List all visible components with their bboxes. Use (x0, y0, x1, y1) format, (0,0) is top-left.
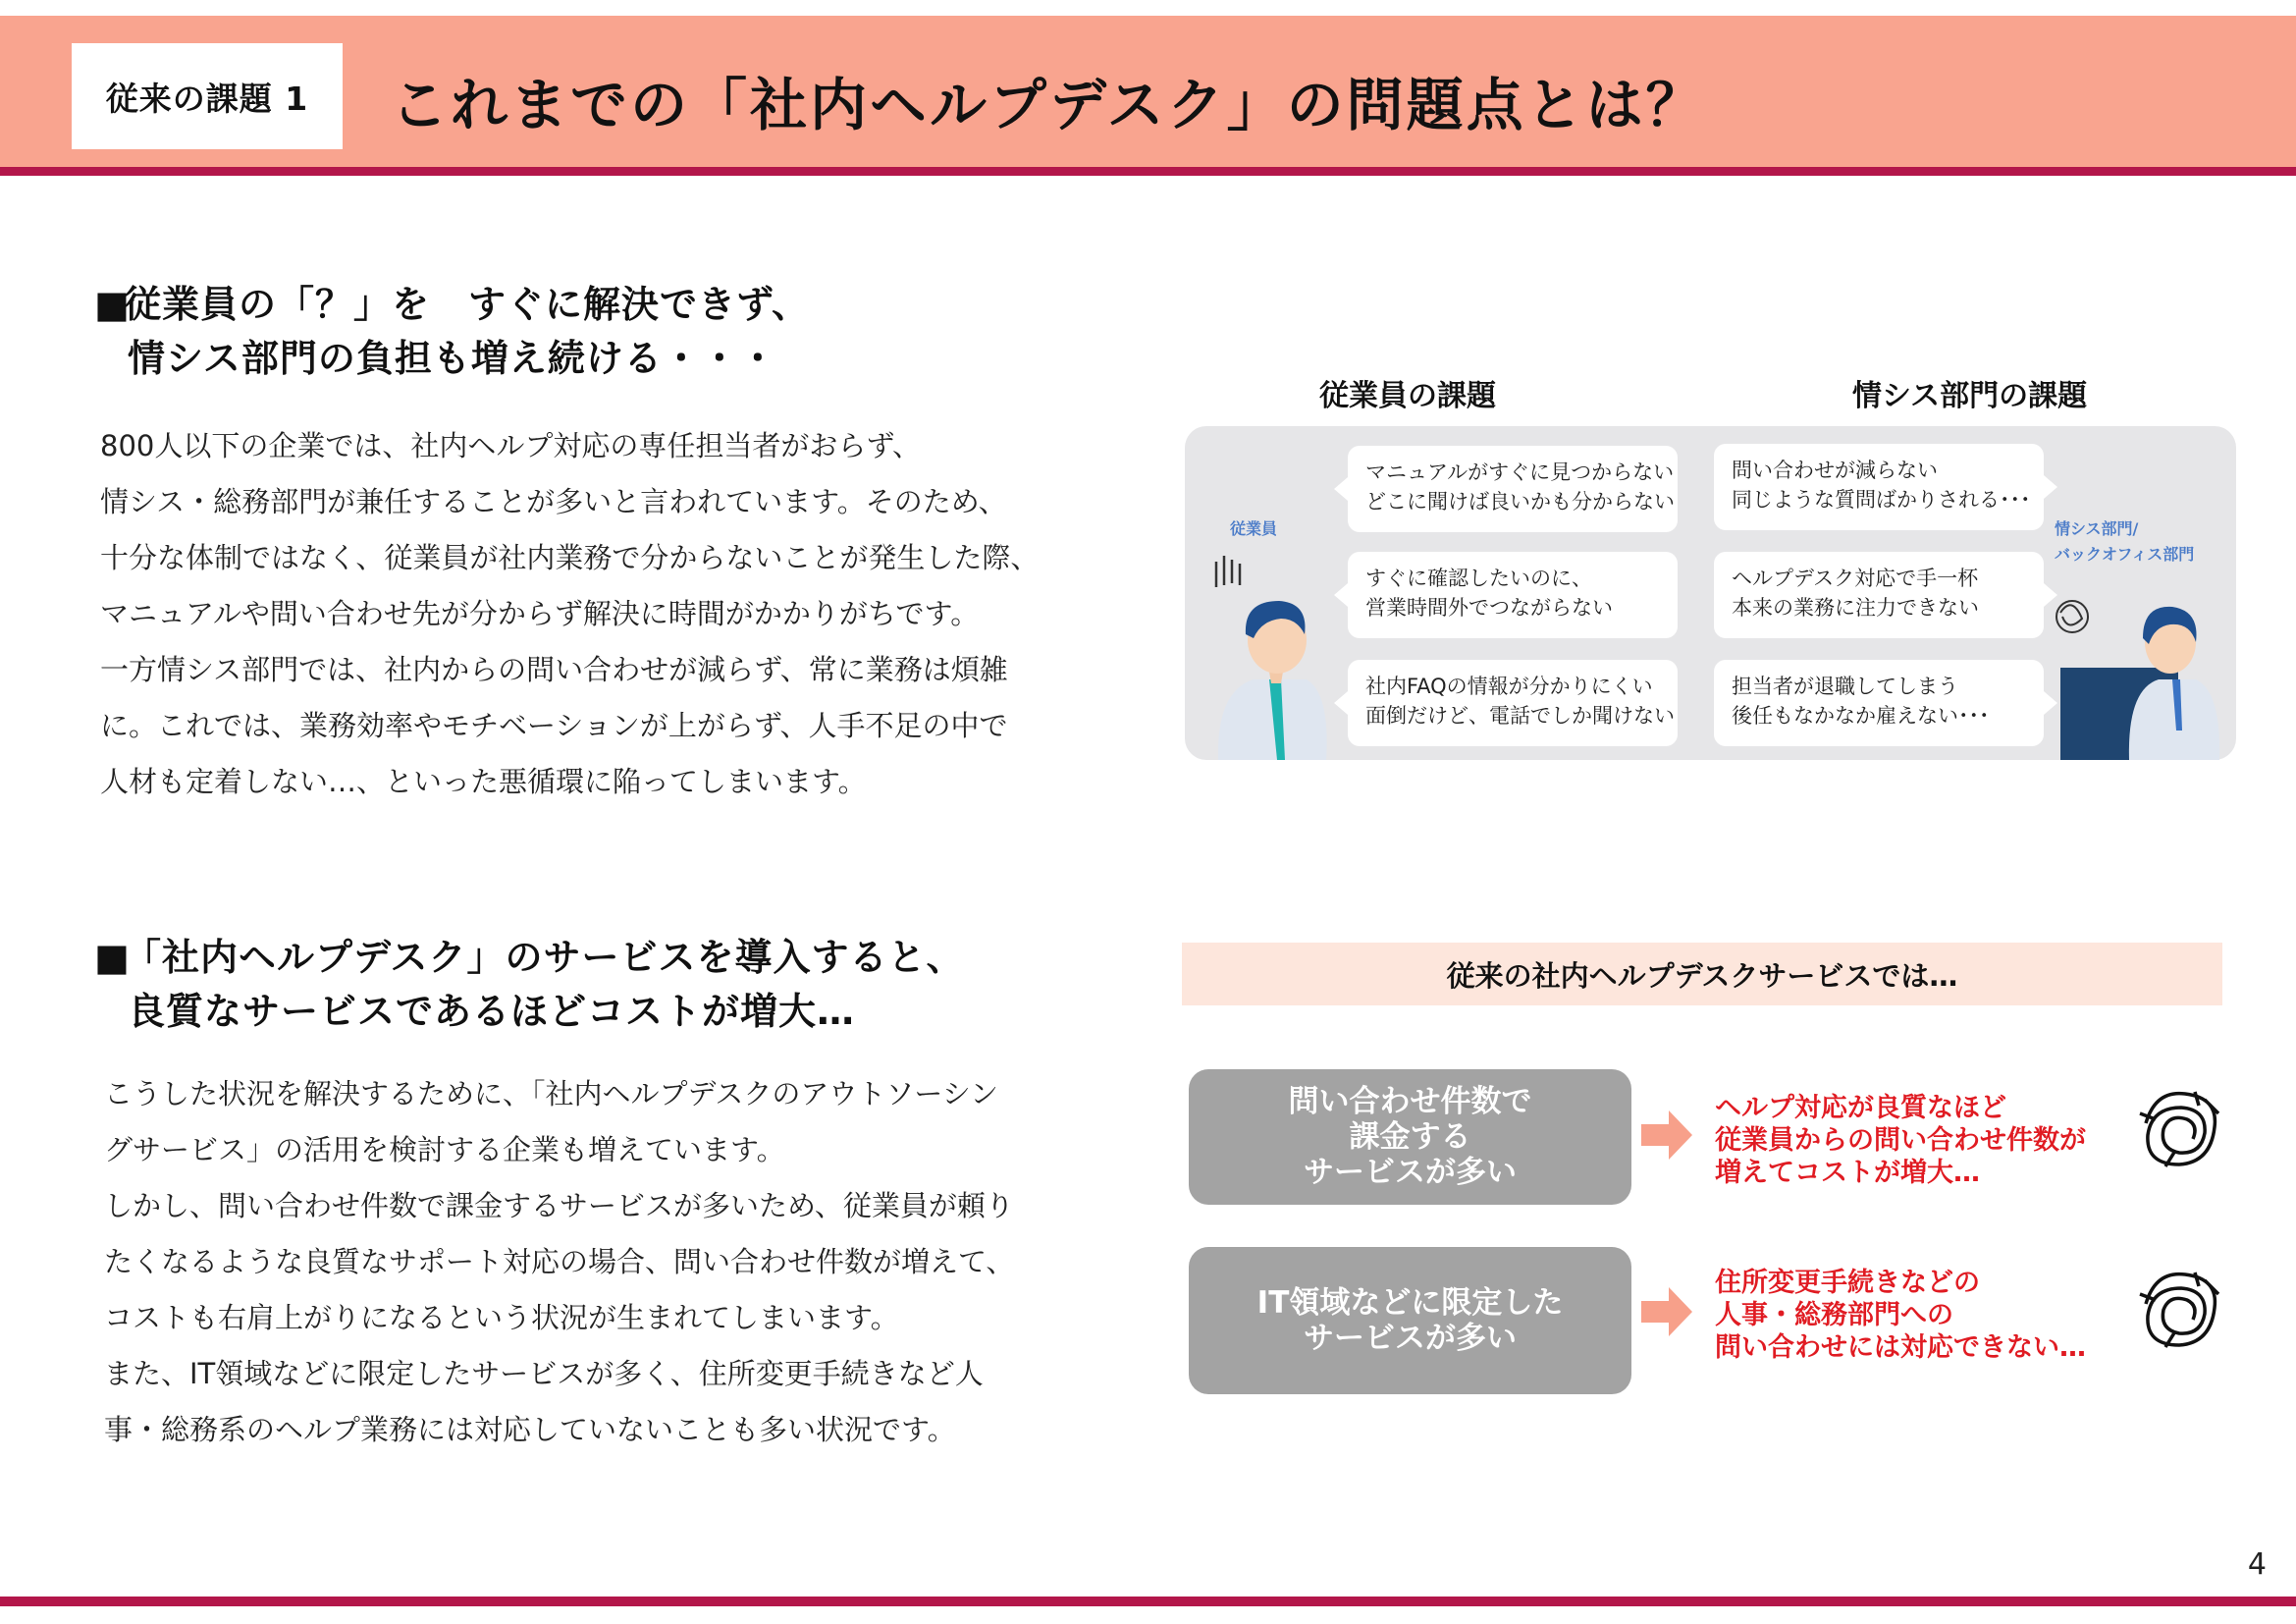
frustration-scribble-icon (2136, 1084, 2226, 1174)
bubble-line: 後任もなかなか雇えない･･･ (1732, 704, 1990, 728)
box-line: 問い合わせ件数で (1288, 1084, 1532, 1119)
warning-line: 増えてコストが増大… (1715, 1158, 1980, 1188)
section1-body-line: 十分な体制ではなく、従業員が社内業務で分からないことが発生した際、 (100, 541, 1040, 574)
box-line: サービスが多い (1304, 1155, 1517, 1190)
warning-line: 人事・総務部門への (1715, 1300, 1953, 1330)
warning-line: ヘルプ対応が良質なほど (1715, 1093, 2006, 1123)
section-tag (72, 43, 343, 149)
section2-body-line: コストも右肩上がりになるという状況が生まれてしまいます。 (104, 1301, 899, 1334)
section1-body-line: 人材も定着しない…、といった悪循環に陥ってしまいます。 (100, 765, 867, 798)
unsupported-inquiry-warning (1715, 1267, 2086, 1364)
section2-body-line: しかし、問い合わせ件数で課金するサービスが多いため、従業員が頼り (104, 1189, 1014, 1222)
bubble-line: マニュアルがすぐに見つからない (1365, 460, 1675, 484)
box-line: 課金する (1349, 1119, 1471, 1155)
section2-body-line: たくなるような良質なサポート対応の場合、問い合わせ件数が増えて、 (104, 1245, 1015, 1278)
employee-issue-bubble (1348, 660, 1678, 746)
employee-person-icon (1204, 550, 1332, 760)
section1-body-line: 情シス・総務部門が兼任することが多いと言われています。そのため、 (100, 485, 1007, 518)
bubble-line: 営業時間外でつながらない (1365, 596, 1613, 620)
bubble-line: すぐに確認したいのに、 (1365, 567, 1592, 590)
section1-body-line: マニュアルや問い合わせ先が分からず解決に時間がかかりがちです。 (100, 597, 980, 630)
frustration-scribble-icon (2136, 1265, 2226, 1355)
it-issue-bubble (1714, 444, 2044, 530)
it-issue-bubble (1714, 660, 2044, 746)
it-staff-icon (2049, 573, 2225, 760)
box-line: IT領域などに限定した (1256, 1285, 1564, 1321)
section1-body-line: に。これでは、業務効率やモチベーションが上がらず、人手不足の中で (100, 709, 1008, 742)
employee-issue-bubble (1348, 446, 1678, 532)
employee-label: 従業員 (1230, 519, 1278, 538)
section2-body-line: 事・総務系のヘルプ業務には対応していないことも多い状況です。 (104, 1413, 956, 1446)
header-divider (0, 167, 2296, 176)
section2-body-line: グサービス」の活用を検討する企業も増えています。 (104, 1133, 785, 1166)
footer-divider (0, 1597, 2296, 1606)
section2-body-line: こうした状況を解決するために、「社内ヘルプデスクのアウトソーシン (104, 1077, 999, 1110)
section1-body-line: 一方情シス部門では、社内からの問い合わせが減らず、常に業務は煩雑 (100, 653, 1008, 686)
bubble-line: 面倒だけど、電話でしか聞けない (1365, 704, 1675, 728)
bubble-line: 問い合わせが減らない (1732, 459, 1938, 482)
bubble-line: 本来の業務に注力できない (1732, 596, 1979, 620)
section2-body (104, 1066, 1014, 1458)
conventional-service-banner: 従来の社内ヘルプデスクサービスでは… (1182, 943, 2222, 1005)
bubble-line: 同じような質問ばかりされる･･･ (1732, 488, 2031, 512)
section1-heading-line1: 従業員の「？」を すぐに解決できず、 (124, 283, 810, 326)
section1-body (100, 418, 1039, 810)
it-label-line2: バックオフィス部門 (2055, 545, 2195, 564)
bubble-line: ヘルプデスク対応で手一杯 (1732, 567, 1979, 590)
box-line: サービスが多い (1304, 1321, 1517, 1356)
employee-issue-bubble (1348, 552, 1678, 638)
it-challenges-title: 情シス部門の課題 (1852, 379, 2088, 413)
it-issue-bubble (1714, 552, 2044, 638)
section2-heading-line2: 良質なサービスであるほどコストが増大… (128, 990, 856, 1033)
cost-increase-warning (1715, 1092, 2086, 1189)
section-tag-text: 従来の課題 1 (105, 79, 309, 118)
bubble-line: 社内FAQの情報が分かりにくい (1365, 675, 1653, 698)
section2-heading: ■「社内ヘルプデスク」のサービスを導入すると、 良質なサービスであるほどコストが増大… (94, 931, 964, 1039)
page-number: 4 (2247, 1547, 2267, 1582)
it-limited-service-box (1189, 1247, 1631, 1394)
it-label-line1: 情シス部門/ (2055, 519, 2139, 538)
arrow-right-icon (1641, 1110, 1692, 1160)
bubble-line: どこに聞けば良いかも分からない (1365, 490, 1675, 514)
section1-body-line: 800人以下の企業では、社内ヘルプ対応の専任担当者がおらず、 (100, 429, 922, 462)
it-label (2055, 516, 2194, 568)
page-title: これまでの「社内ヘルプデスク」の問題点とは？ (391, 72, 1706, 138)
per-inquiry-billing-box (1189, 1069, 1631, 1205)
section2-heading-line1: 「社内ヘルプデスク」のサービスを導入すると、 (124, 936, 965, 979)
arrow-right-icon (1641, 1287, 1692, 1336)
bubble-line: 担当者が退職してしまう (1732, 675, 1958, 698)
section1-heading: ■従業員の「？」を すぐに解決できず、 情シス部門の負担も増え続ける・・・ (94, 278, 810, 386)
warning-line: 住所変更手続きなどの (1715, 1268, 1980, 1298)
section1-heading-line2: 情シス部門の負担も増え続ける・・・ (128, 337, 777, 380)
employee-challenges-title: 従業員の課題 (1319, 379, 1496, 413)
warning-line: 従業員からの問い合わせ件数が (1715, 1125, 2086, 1156)
warning-line: 問い合わせには対応できない… (1715, 1332, 2086, 1363)
section2-body-line: また、IT領域などに限定したサービスが多く、住所変更手続きなど人 (104, 1357, 984, 1390)
